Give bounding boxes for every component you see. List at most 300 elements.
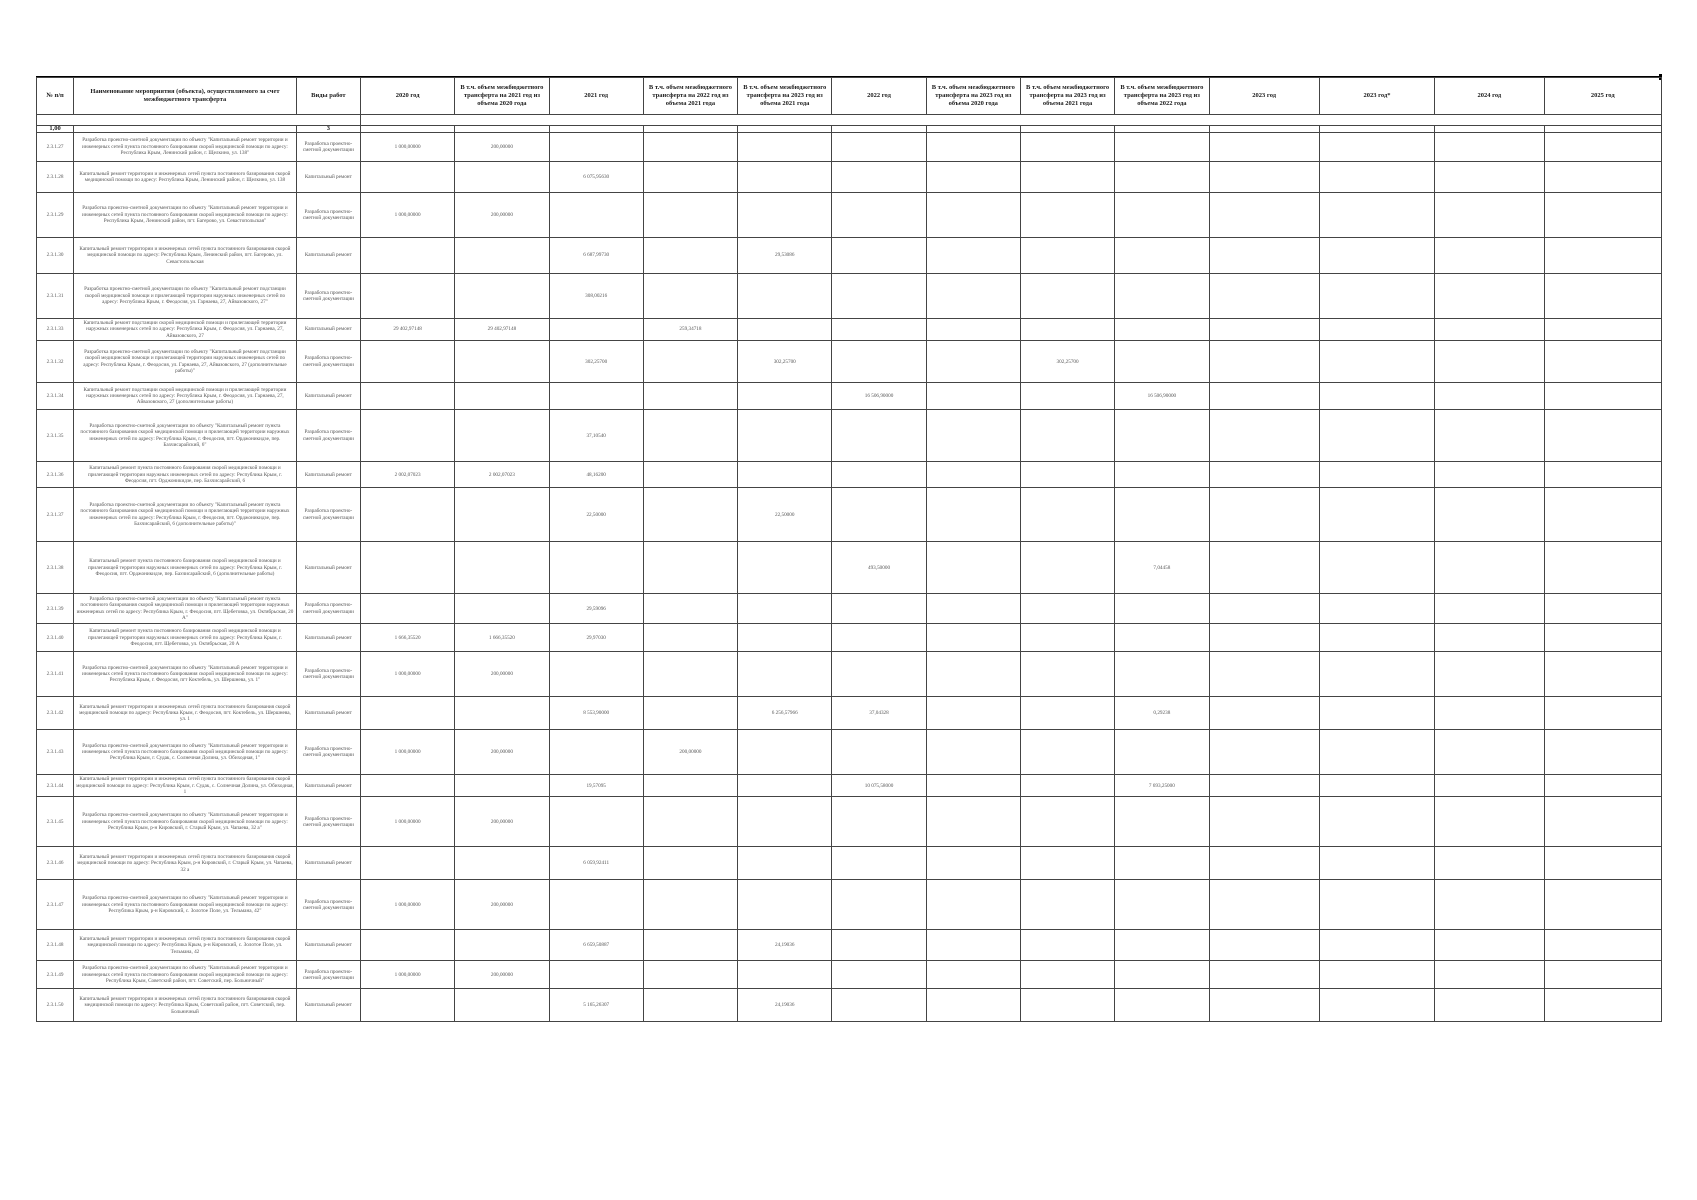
value-cell: 6 059,92411 [549,847,643,880]
value-cell [832,730,926,775]
value-cell: 200,00000 [455,193,549,238]
value-cell [1209,880,1319,930]
index-cell [643,126,737,133]
value-cell [1209,930,1319,961]
value-cell [738,961,832,989]
row-number-cell: 2.3.1.33 [37,319,74,341]
value-cell: 6 659,50887 [549,930,643,961]
value-cell: 6 075,95630 [549,162,643,193]
value-cell [1544,383,1662,410]
table-row [37,797,1662,847]
index-row-group [37,126,1662,133]
row-number-cell: 2.3.1.32 [37,341,74,383]
value-cell [1115,319,1209,341]
index-cell [832,126,926,133]
value-cell: 302,25700 [1020,341,1114,383]
value-cell: 1 000,00000 [360,133,454,162]
work-type-cell: Капитальный ремонт [296,238,360,274]
index-cell [1435,126,1544,133]
index-cell [1115,126,1209,133]
value-cell [1544,652,1662,697]
value-cell [926,880,1020,930]
value-cell [1319,797,1434,847]
value-cell [1209,462,1319,488]
value-cell [643,989,737,1022]
object-name-cell: Разработка проектно-сметной документации по объекту "Капитальный ремонт территории и инженерных сетей пункта постоянного базирования скорой медицинской помощи по адресу: Республика Крым, р-н Кировский, г. Старый Крым, ул. Чапаева, 32 а" [74,797,297,847]
work-type-cell: Капитальный ремонт [296,847,360,880]
value-cell [643,797,737,847]
value-cell [1544,274,1662,319]
value-cell [926,775,1020,797]
table-row [37,730,1662,775]
object-name-cell: Разработка проектно-сметной документации по объекту "Капитальный ремонт пункта постоянного базирования скорой медицинской помощи и прилегающей территории наружных инженерных сетей по адресу: Республика Крым, г. Феодосия, пгт. Орджоникидзе, пер. Бахчисарайский, 6 (дополнительные работы)" [74,488,297,542]
value-cell [926,319,1020,341]
value-cell [926,961,1020,989]
object-name-cell: Капитальный ремонт территории и инженерных сетей пункта постоянного базирования скорой медицинской помощи по адресу: Республика Крым, р-н Кировский, г. Старый Крым, ул. Чапаева, 32 а [74,847,297,880]
object-name-cell: Капитальный ремонт пункта постоянного базирования скорой медицинской помощи и прилегающей территории наружных инженерных сетей по адресу: Республика Крым, г. Феодосия, пгт. Орджоникидзе, пер. Бахчисарайский, 6 (дополнительные работы) [74,542,297,594]
value-cell [1115,162,1209,193]
value-cell [455,410,549,462]
work-type-cell: Разработка проектно-сметной документации [296,133,360,162]
value-cell [1319,542,1434,594]
value-cell: 29 402,97148 [455,319,549,341]
value-cell [1319,462,1434,488]
value-cell [1115,624,1209,652]
table-row [37,624,1662,652]
value-cell: 1 000,00000 [360,730,454,775]
value-cell [360,410,454,462]
value-cell [643,410,737,462]
index-cell [549,126,643,133]
value-cell: 302,25700 [549,341,643,383]
value-cell: 1 666,35520 [360,624,454,652]
table-row [37,594,1662,624]
column-header: 2024 год [1435,78,1544,115]
value-cell: 259,34718 [643,319,737,341]
value-cell [1319,238,1434,274]
table-row [37,383,1662,410]
value-cell [1020,488,1114,542]
value-cell [1319,410,1434,462]
value-cell [926,274,1020,319]
value-cell [1435,989,1544,1022]
value-cell: 200,00000 [455,797,549,847]
value-cell [1020,797,1114,847]
value-cell [832,341,926,383]
column-header: В т.ч. объем межбюджетного трансферта на 2021 год из объема 2020 года [455,78,549,115]
value-cell [1115,133,1209,162]
value-cell [1209,488,1319,542]
work-type-cell: Разработка проектно-сметной документации [296,193,360,238]
table-body [37,133,1662,1022]
value-cell [832,319,926,341]
value-cell [643,193,737,238]
value-cell [738,542,832,594]
value-cell [1115,930,1209,961]
value-cell [1115,652,1209,697]
value-cell [1115,193,1209,238]
value-cell [1020,462,1114,488]
value-cell [1435,847,1544,880]
value-cell [738,133,832,162]
value-cell [832,847,926,880]
object-name-cell: Капитальный ремонт территории и инженерных сетей пункта постоянного базирования скорой медицинской помощи по адресу: Республика Крым, Ленинский район, пгт. Багерово, ул. Севастопольская [74,238,297,274]
table-row [37,989,1662,1022]
value-cell: 6 687,99730 [549,238,643,274]
value-cell [832,274,926,319]
value-cell [1435,697,1544,730]
value-cell [1020,594,1114,624]
value-cell [832,652,926,697]
row-number-cell: 2.3.1.40 [37,624,74,652]
value-cell [1544,797,1662,847]
value-cell: 200,00000 [643,730,737,775]
value-cell [360,383,454,410]
value-cell [926,462,1020,488]
value-cell [455,488,549,542]
value-cell [643,847,737,880]
value-cell [926,383,1020,410]
column-header: В т.ч. объем межбюджетного трансферта на 2023 год из объема 2021 года [1020,78,1114,115]
object-name-cell: Разработка проектно-сметной документации по объекту "Капитальный ремонт территории и инженерных сетей пункта постоянного базирования скорой медицинской помощи по адресу: Республика Крым, г. Феодосия, пгт Коктебель, ул. Шершнева, ул. 1" [74,652,297,697]
object-name-cell: Капитальный ремонт подстанции скорой медицинской помощи и прилегающей территории наружных инженерных сетей по адресу: Республика Крым, г. Феодосия, ул. Гарнаева, 27, Айвазовского, 27 [74,319,297,341]
value-cell [643,624,737,652]
value-cell [1319,961,1434,989]
value-cell [1544,410,1662,462]
value-cell [1435,238,1544,274]
value-cell [1435,319,1544,341]
value-cell [1319,383,1434,410]
value-cell [1319,880,1434,930]
value-cell [1209,697,1319,730]
work-type-cell: Капитальный ремонт [296,697,360,730]
value-cell [1544,594,1662,624]
column-header: В т.ч. объем межбюджетного трансферта на 2022 год из объема 2021 года [643,78,737,115]
value-cell: 1 000,00000 [360,193,454,238]
value-cell [738,410,832,462]
value-cell [738,594,832,624]
table-row [37,319,1662,341]
value-cell: 37,10540 [549,410,643,462]
value-cell: 200,00000 [455,652,549,697]
value-cell [1435,488,1544,542]
value-cell [1209,961,1319,989]
spreadsheet-page [36,77,1662,1022]
object-name-cell: Разработка проектно-сметной документации по объекту "Капитальный ремонт территории и инженерных сетей пункта постоянного базирования скорой медицинской помощи по адресу: Республика Крым, г. Судак, с. Солнечная Долина, ул. Обиходная, 1" [74,730,297,775]
row-number-cell: 2.3.1.31 [37,274,74,319]
value-cell [1319,594,1434,624]
row-number-cell: 2.3.1.48 [37,930,74,961]
index-cell [738,126,832,133]
gap-cell [74,115,297,126]
column-header: № п/п [37,78,74,115]
value-cell [926,989,1020,1022]
table-row [37,193,1662,238]
value-cell [360,775,454,797]
row-number-cell: 2.3.1.35 [37,410,74,462]
value-cell: 16 506,90000 [1115,383,1209,410]
index-cell: 1,00 [37,126,74,133]
work-type-cell: Разработка проектно-сметной документации [296,797,360,847]
value-cell [1209,162,1319,193]
value-cell [1020,133,1114,162]
value-cell [1544,319,1662,341]
value-cell [549,961,643,989]
value-cell [549,383,643,410]
row-number-cell: 2.3.1.27 [37,133,74,162]
work-type-cell: Капитальный ремонт [296,462,360,488]
value-cell [1209,594,1319,624]
value-cell [1115,488,1209,542]
value-cell [1020,697,1114,730]
object-name-cell: Капитальный ремонт подстанции скорой медицинской помощи и прилегающей территории наружных инженерных сетей по адресу: Республика Крым, г. Феодосия, ул. Гарнаева, 27, Айвазовского, 27 (дополнительные работы) [74,383,297,410]
row-number-cell: 2.3.1.43 [37,730,74,775]
value-cell [1319,274,1434,319]
value-cell [1435,880,1544,930]
value-cell [1209,274,1319,319]
value-cell [549,880,643,930]
value-cell: 302,25700 [738,341,832,383]
value-cell [1319,624,1434,652]
value-cell: 16 506,90000 [832,383,926,410]
value-cell [1115,238,1209,274]
value-cell [455,989,549,1022]
value-cell [1115,797,1209,847]
value-cell [1319,697,1434,730]
value-cell [360,341,454,383]
index-cell [1020,126,1114,133]
value-cell [738,383,832,410]
value-cell [1115,730,1209,775]
value-cell: 5 165,26307 [549,989,643,1022]
value-cell [1544,624,1662,652]
index-cell [455,126,549,133]
value-cell [738,652,832,697]
work-type-cell: Капитальный ремонт [296,319,360,341]
value-cell: 8 553,90000 [549,697,643,730]
value-cell [549,193,643,238]
table-row [37,133,1662,162]
value-cell [926,410,1020,462]
index-cell [1209,126,1319,133]
value-cell: 1 000,00000 [360,961,454,989]
value-cell [360,930,454,961]
value-cell [643,488,737,542]
value-cell [1020,238,1114,274]
value-cell [1435,193,1544,238]
value-cell [549,319,643,341]
table-header [37,78,1662,115]
value-cell [1435,930,1544,961]
value-cell [455,697,549,730]
value-cell [1435,624,1544,652]
value-cell: 37,04328 [832,697,926,730]
value-cell [1319,930,1434,961]
value-cell [1544,961,1662,989]
value-cell [1319,193,1434,238]
object-name-cell: Разработка проектно-сметной документации по объекту "Капитальный ремонт подстанции скорой медицинской помощи и прилегающей территории наружных инженерных сетей по адресу: Республика Крым, г. Феодосия, ул. Гарнаева, 27, Айвазовского, 27 (дополнительные работы)" [74,341,297,383]
value-cell [1435,961,1544,989]
value-cell [643,594,737,624]
value-cell [643,341,737,383]
value-cell [549,542,643,594]
value-cell [1319,162,1434,193]
value-cell [360,697,454,730]
object-name-cell: Разработка проектно-сметной документации по объекту "Капитальный ремонт территории и инженерных сетей пункта постоянного базирования скорой медицинской помощи по адресу: Республика Крым, р-н Кировский, с. Золотое Поле, ул. Тельмана, 42" [74,880,297,930]
value-cell [832,488,926,542]
value-cell [1020,989,1114,1022]
value-cell [1544,730,1662,775]
row-number-cell: 2.3.1.46 [37,847,74,880]
value-cell: 2 002,07023 [360,462,454,488]
value-cell [360,274,454,319]
value-cell [832,410,926,462]
value-cell [1435,594,1544,624]
table-row [37,488,1662,542]
work-type-cell: Капитальный ремонт [296,162,360,193]
value-cell: 29,59096 [549,594,643,624]
value-cell [1544,488,1662,542]
value-cell [738,193,832,238]
value-cell [455,341,549,383]
value-cell [832,193,926,238]
value-cell [643,697,737,730]
value-cell [738,624,832,652]
row-number-cell: 2.3.1.34 [37,383,74,410]
value-cell [1435,797,1544,847]
value-cell [1435,341,1544,383]
value-cell [360,488,454,542]
object-name-cell: Капитальный ремонт территории и инженерных сетей пункта постоянного базирования скорой медицинской помощи по адресу: Республика Крым, г. Феодосия, пгт. Коктебель, ул. Шершнева, ул. 1 [74,697,297,730]
table-row [37,462,1662,488]
value-cell [1020,880,1114,930]
column-header: 2022 год [832,78,926,115]
value-cell: 22,50000 [738,488,832,542]
value-cell [1020,652,1114,697]
table-row [37,162,1662,193]
value-cell [455,594,549,624]
value-cell [832,989,926,1022]
row-number-cell: 2.3.1.37 [37,488,74,542]
value-cell: 1 000,00000 [360,880,454,930]
value-cell [1209,341,1319,383]
row-number-cell: 2.3.1.45 [37,797,74,847]
value-cell: 1 666,35520 [455,624,549,652]
value-cell [1319,847,1434,880]
value-cell [1319,319,1434,341]
row-number-cell: 2.3.1.29 [37,193,74,238]
value-cell: 200,00000 [455,880,549,930]
value-cell [1544,847,1662,880]
value-cell [1435,775,1544,797]
value-cell: 0,29238 [1115,697,1209,730]
value-cell [455,162,549,193]
value-cell [738,775,832,797]
value-cell [455,238,549,274]
value-cell [1020,162,1114,193]
value-cell [1209,383,1319,410]
value-cell [1544,775,1662,797]
object-name-cell: Разработка проектно-сметной документации по объекту "Капитальный ремонт пункта постоянного базирования скорой медицинской помощи и прилегающей территории наружных инженерных сетей по адресу: Республика Крым, г. Феодосия, пгт. Щебетовка, ул. Октябрьская, 20 А" [74,594,297,624]
index-cell [1544,126,1662,133]
index-cell [360,126,454,133]
value-cell [832,961,926,989]
value-cell [1435,383,1544,410]
value-cell [1209,730,1319,775]
work-type-cell: Разработка проектно-сметной документации [296,488,360,542]
value-cell [643,162,737,193]
value-cell [1435,542,1544,594]
value-cell [1020,383,1114,410]
value-cell [1020,961,1114,989]
value-cell [1020,930,1114,961]
value-cell [455,847,549,880]
value-cell [832,462,926,488]
value-cell [1115,410,1209,462]
value-cell [1435,730,1544,775]
value-cell [832,162,926,193]
value-cell [1020,193,1114,238]
value-cell [1209,652,1319,697]
object-name-cell: Разработка проектно-сметной документации по объекту "Капитальный ремонт пункта постоянного базирования скорой медицинской помощи и прилегающей территории наружных инженерных сетей по адресу: Республика Крым, г. Феодосия, пгт. Орджоникидзе, пер. Бахчисарайский, 6" [74,410,297,462]
value-cell [643,133,737,162]
column-header: 2025 год [1544,78,1662,115]
value-cell [1020,847,1114,880]
value-cell [1209,410,1319,462]
value-cell [1209,624,1319,652]
value-cell [1435,162,1544,193]
column-header: Наименование мероприятия (объекта), осуществляемого за счет межбюджетного трансферта [74,78,297,115]
column-header: 2020 год [360,78,454,115]
value-cell [926,238,1020,274]
value-cell [1319,730,1434,775]
value-cell [1115,880,1209,930]
value-cell [1544,341,1662,383]
value-cell [1209,989,1319,1022]
value-cell [926,797,1020,847]
work-type-cell: Разработка проектно-сметной документации [296,730,360,775]
work-type-cell: Капитальный ремонт [296,624,360,652]
object-name-cell: Разработка проектно-сметной документации по объекту "Капитальный ремонт подстанции скорой медицинской помощи и прилегающей территории наружных инженерных сетей по адресу: Республика Крым, г. Феодосия, ул. Гарнаева, 27, Айвазовского, 27" [74,274,297,319]
value-cell [1020,542,1114,594]
table-row [37,775,1662,797]
value-cell [1544,542,1662,594]
row-number-cell: 2.3.1.28 [37,162,74,193]
value-cell: 493,50000 [832,542,926,594]
value-cell [1115,341,1209,383]
value-cell [360,162,454,193]
column-header: 2023 год* [1319,78,1434,115]
value-cell [1020,624,1114,652]
object-name-cell: Капитальный ремонт территории и инженерных сетей пункта постоянного базирования скорой медицинской помощи по адресу: Республика Крым, Ленинский район, г. Щелкино, ул. 138 [74,162,297,193]
object-name-cell: Разработка проектно-сметной документации по объекту "Капитальный ремонт территории и инженерных сетей пункта постоянного базирования скорой медицинской помощи по адресу: Республика Крым, Советский район, пгт. Советский, пер. Больничный" [74,961,297,989]
value-cell [643,880,737,930]
column-header: 2021 год [549,78,643,115]
value-cell: 200,00000 [455,730,549,775]
value-cell [1319,775,1434,797]
value-cell [926,193,1020,238]
value-cell [832,930,926,961]
column-header: Виды работ [296,78,360,115]
work-type-cell: Капитальный ремонт [296,775,360,797]
value-cell [926,624,1020,652]
work-type-cell: Разработка проектно-сметной документации [296,880,360,930]
value-cell: 48,16200 [549,462,643,488]
index-cell [74,126,297,133]
value-cell [832,133,926,162]
value-cell [1544,162,1662,193]
value-cell [643,775,737,797]
